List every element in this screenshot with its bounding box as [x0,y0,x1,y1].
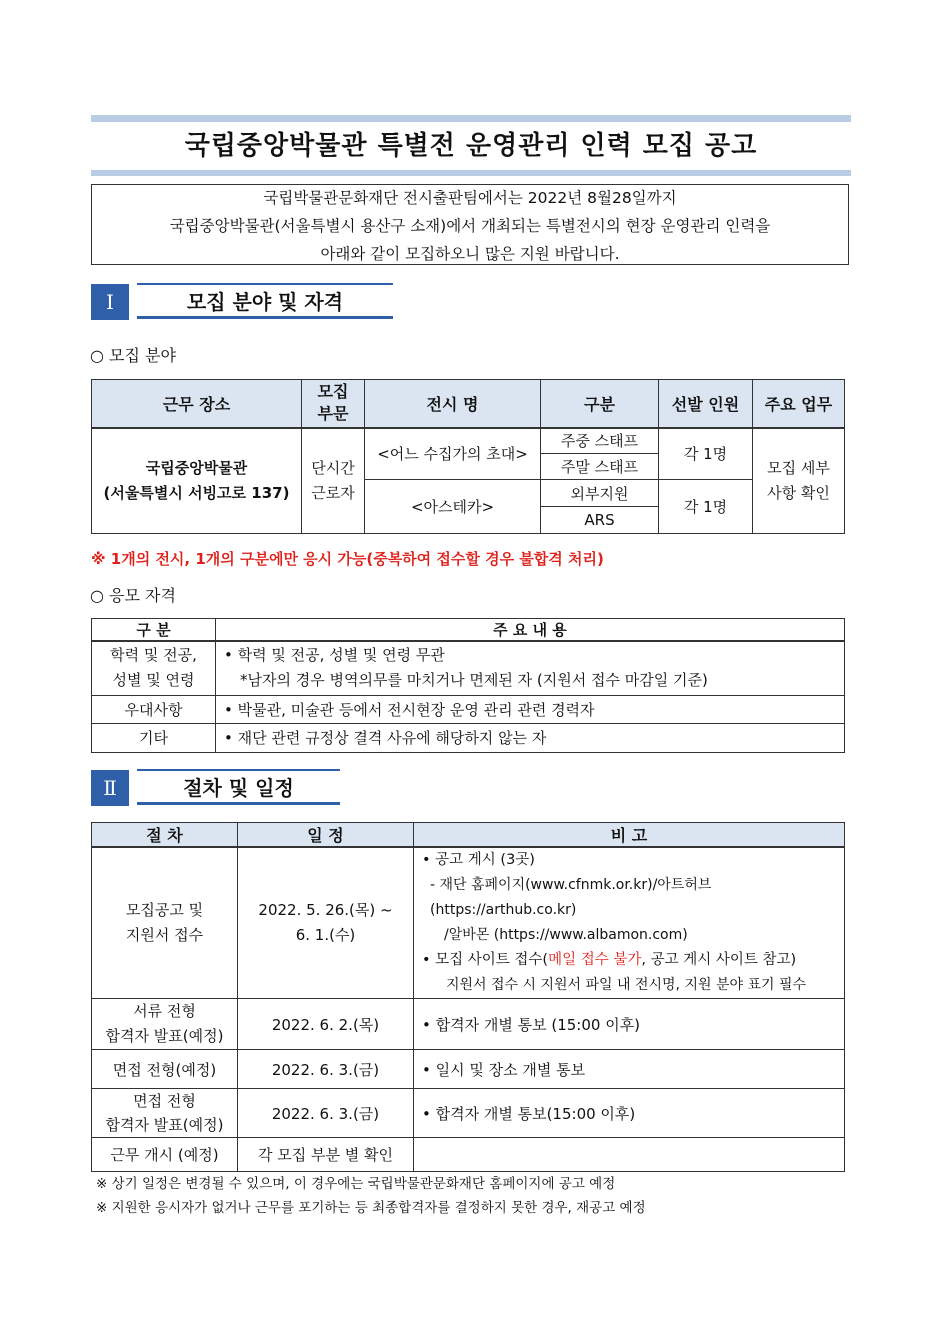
step-line: 서류 전형 [133,1002,196,1020]
header-exhibit: 전시 명 [365,380,541,428]
header-dept: 모집 부문 [302,380,365,428]
step-cell [92,847,238,999]
qual-category [92,641,216,695]
header-category: 구분 [541,380,659,428]
section-number: Ⅱ [91,770,129,806]
note-text: • 모집 사이트 접수( [422,952,549,968]
category-ars: ARS [541,507,659,534]
note-line: /알바몬 (https://www.albamon.com) [444,927,688,943]
header-place: 근무 장소 [92,380,302,428]
place-address: (서울특별시 서빙고로 137) [103,483,290,502]
category-weekday: 주중 스태프 [541,428,659,454]
date-line: 2022. 5. 26.(목) ~ [258,901,393,919]
footnote: ※ 지원한 응시자가 없거나 근무를 포기하는 등 최종합격자를 결정하지 못한 경우, 재공고 예정 [96,1200,646,1216]
dept-line: 근로자 [311,483,355,502]
title-top-bar [91,115,851,122]
footnote: ※ 상기 일정은 변경될 수 있으며, 이 경우에는 국립박물관문화재단 홈페이지에 공고 예정 [96,1176,616,1192]
header-duty: 주요 업무 [753,380,845,428]
qual-content-line: *남자의 경우 병역의무를 마치거나 면제된 자 (지원서 접수 마감일 기준) [240,671,708,690]
title-bottom-bar [91,170,851,176]
header-content: 주 요 내 용 [216,619,845,642]
duplicate-warning: ※ 1개의 전시, 1개의 구분에만 응시 가능(중복하여 접수할 경우 불합격 처리) [91,550,604,568]
step-cell: 근무 개시 (예정) [92,1138,238,1172]
place-cell [92,428,302,534]
note-line [422,948,844,973]
step-line: 합격자 발표(예정) [105,1027,224,1045]
date-cell: 2022. 6. 3.(금) [238,1089,414,1138]
note-line: - 재단 홈페이지(www.cfnmk.or.kr)/아트허브(https://arthub.co.kr) [430,877,712,918]
schedule-table [91,822,845,1172]
category-external: 외부지원 [541,480,659,507]
qual-content-line: • 학력 및 전공, 성별 및 연령 무관 [224,646,445,665]
subsection-label: ○ 모집 분야 [90,346,176,365]
date-line: 6. 1.(수) [295,926,356,944]
intro-line: 국립중앙박물관(서울특별시 용산구 소재)에서 개최되는 특별전시의 현장 운영관리 인력을 [169,217,771,235]
note-text: , 공고 게시 사이트 참고) [641,952,797,968]
recruit-field-table [91,379,845,534]
intro-box [91,184,849,265]
category-weekend: 주말 스태프 [541,454,659,480]
dept-cell [302,428,365,534]
note-line: 지원서 접수 시 지원서 파일 내 전시명, 지원 분야 표기 필수 [446,977,807,993]
note-cell [414,847,845,999]
qual-category-line: 학력 및 전공, [110,646,197,665]
step-cell: 면접 전형(예정) [92,1050,238,1089]
step-cell [92,1089,238,1138]
note-cell [414,1138,845,1172]
date-cell: 각 모집 부분 별 확인 [238,1138,414,1172]
count-1: 각 1명 [659,428,753,480]
step-line: 합격자 발표(예정) [105,1116,224,1134]
header-category: 구 분 [92,619,216,642]
header-date: 일 정 [238,823,414,848]
intro-line: 아래와 같이 모집하오니 많은 지원 바랍니다. [320,245,620,263]
note-line: • 공고 게시 (3곳) [422,852,535,868]
step-line: 면접 전형 [133,1092,196,1110]
section-title: 절차 및 일정 [137,769,340,805]
step-cell [92,999,238,1050]
duty-cell [753,428,845,534]
date-cell: 2022. 6. 3.(금) [238,1050,414,1089]
date-cell: 2022. 6. 2.(목) [238,999,414,1050]
email-not-allowed: 메일 접수 불가 [548,952,642,968]
step-line: 모집공고 및 [125,901,204,919]
exhibit-2: <아스테카> [365,480,541,534]
qualification-table [91,618,845,753]
date-cell [238,847,414,999]
subsection-label: ○ 응모 자격 [90,586,176,605]
count-2: 각 1명 [659,480,753,534]
qual-content [216,641,845,695]
qual-category-line: 성별 및 연령 [112,671,195,690]
qual-category: 우대사항 [92,695,216,723]
duty-line: 사항 확인 [767,483,830,502]
header-count: 선발 인원 [659,380,753,428]
note-cell: • 합격자 개별 통보(15:00 이후) [414,1089,845,1138]
note-cell: • 일시 및 장소 개별 통보 [414,1050,845,1089]
exhibit-1: <어느 수집가의 초대> [365,428,541,480]
intro-line: 국립박물관문화재단 전시출판팀에서는 2022년 8월28일까지 [263,189,677,207]
qual-category: 기타 [92,723,216,752]
dept-line: 단시간 [311,458,355,477]
duty-line: 모집 세부 [767,458,830,477]
header-step: 절 차 [92,823,238,848]
qual-content: • 박물관, 미술관 등에서 전시현장 운영 관리 관련 경력자 [216,695,845,723]
place-name: 국립중앙박물관 [145,458,248,477]
page-title: 국립중앙박물관 특별전 운영관리 인력 모집 공고 [184,131,758,161]
note-cell: • 합격자 개별 통보 (15:00 이후) [414,999,845,1050]
qual-content: • 재단 관련 규정상 결격 사유에 해당하지 않는 자 [216,723,845,752]
header-note: 비 고 [414,823,845,848]
section-number: Ⅰ [91,284,129,320]
section-title: 모집 분야 및 자격 [137,283,393,319]
step-line: 지원서 접수 [125,926,204,944]
